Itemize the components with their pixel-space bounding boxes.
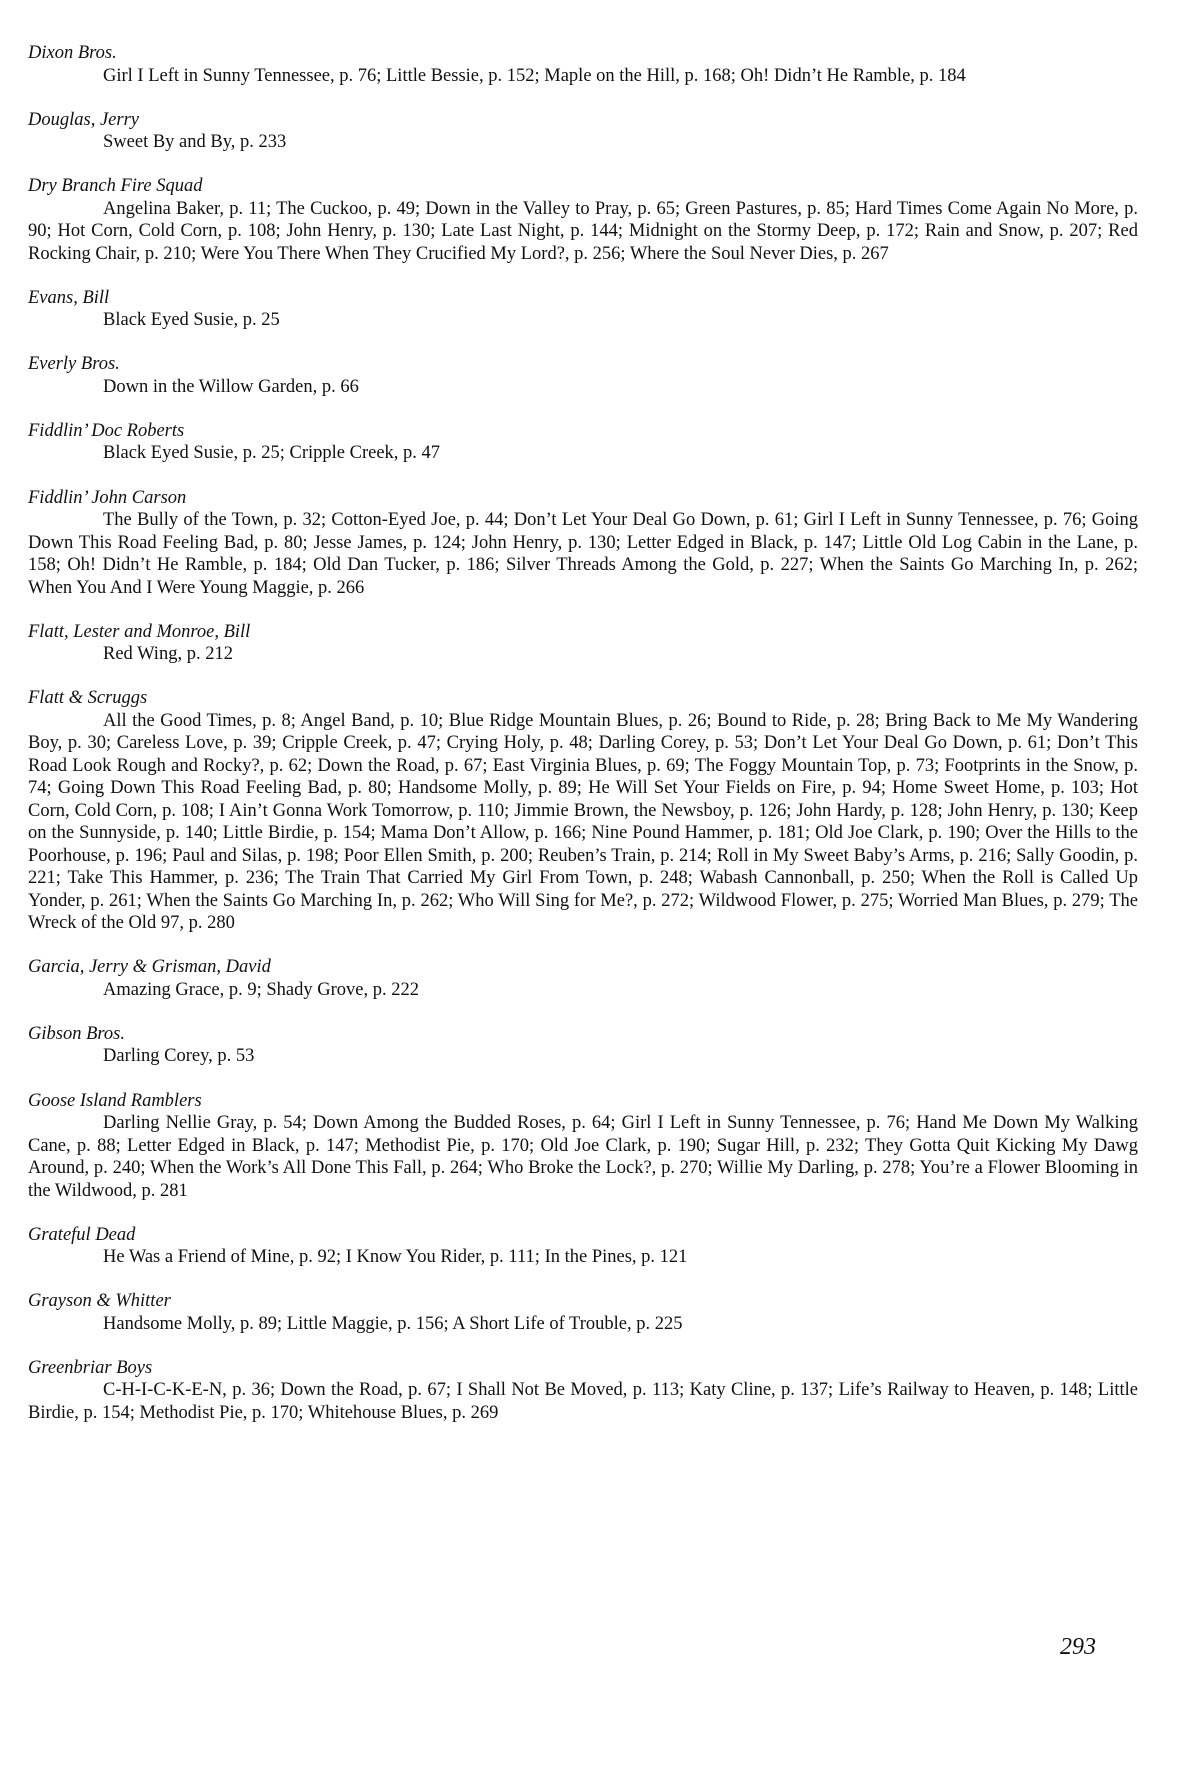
index-entry: [28, 1224, 1138, 1269]
song-list: C-H-I-C-K-E-N, p. 36; Down the Road, p. 67; I Shall Not Be Moved, p. 113; Katy Cline, p. 137; Life’s Railway to Heaven, p. 148; Little Birdie, p. 154; Methodist Pie, p. 170; Whitehouse Blues, p. 269: [28, 1380, 1138, 1423]
index-entry: [28, 420, 1138, 465]
song-list: The Bully of the Town, p. 32; Cotton-Eyed Joe, p. 44; Don’t Let Your Deal Go Down, p. 61; Girl I Left in Sunny Tennessee, p. 76; Going Down This Road Feeling Bad, p. 80; Jesse James, p. 124; John Henry, p. 130; Letter Edged in Black, p. 147; Little Old Log Cabin in the Lane, p. 158; Oh! Didn’t He Ramble, p. 184; Old Dan Tucker, p. 186; Silver Threads Among the Gold, p. 227; When the Saints Go Marching In, p. 262; When You And I Were Young Maggie, p. 266: [28, 510, 1138, 598]
song-list: He Was a Friend of Mine, p. 92; I Know You Rider, p. 111; In the Pines, p. 121: [103, 1247, 688, 1268]
index-entry: [28, 1357, 1138, 1425]
artist-name: Douglas, Jerry: [28, 109, 139, 130]
index-entry: [28, 353, 1138, 398]
index-entry: [28, 109, 1138, 154]
artist-name: Grayson & Whitter: [28, 1291, 171, 1312]
song-list: Down in the Willow Garden, p. 66: [103, 376, 359, 397]
index-entry: [28, 1023, 1138, 1068]
song-list: Black Eyed Susie, p. 25; Cripple Creek, p. 47: [103, 443, 441, 464]
artist-name: Grateful Dead: [28, 1224, 136, 1245]
artist-name: Goose Island Ramblers: [28, 1090, 202, 1111]
song-list: Sweet By and By, p. 233: [103, 132, 287, 153]
song-list: Amazing Grace, p. 9; Shady Grove, p. 222: [103, 979, 419, 1000]
artist-name: Dry Branch Fire Squad: [28, 176, 203, 197]
song-list: Darling Nellie Gray, p. 54; Down Among the Budded Roses, p. 64; Girl I Left in Sunny Tennessee, p. 76; Hand Me Down My Walking Cane, p. 88; Letter Edged in Black, p. 147; Methodist Pie, p. 170; Old Joe Clark, p. 190; Sugar Hill, p. 232; They Gotta Quit Kicking My Dawg Around, p. 240; When the Work’s All Done This Fall, p. 264; Who Broke the Lock?, p. 270; Willie My Darling, p. 278; You’re a Flower Blooming in the Wildwood, p. 281: [28, 1113, 1138, 1201]
page-number: 293: [1060, 1634, 1096, 1660]
index-page: [28, 42, 1138, 1446]
index-entry: [28, 1290, 1138, 1335]
song-list: Angelina Baker, p. 11; The Cuckoo, p. 49; Down in the Valley to Pray, p. 65; Green Pastures, p. 85; Hard Times Come Again No More, p. 90; Hot Corn, Cold Corn, p. 108; John Henry, p. 130; Late Last Night, p. 144; Midnight on the Stormy Deep, p. 172; Rain and Snow, p. 207; Red Rocking Chair, p. 210; Were You There When They Crucified My Lord?, p. 256; Where the Soul Never Dies, p. 267: [28, 198, 1138, 264]
index-entry: [28, 287, 1138, 332]
artist-name: Gibson Bros.: [28, 1023, 125, 1044]
song-list: All the Good Times, p. 8; Angel Band, p. 10; Blue Ridge Mountain Blues, p. 26; Bound to Ride, p. 28; Bring Back to Me My Wandering Boy, p. 30; Careless Love, p. 39; Cripple Creek, p. 47; Crying Holy, p. 48; Darling Corey, p. 53; Don’t Let Your Deal Go Down, p. 61; Don’t This Road Look Rough and Rocky?, p. 62; Down the Road, p. 67; East Virginia Blues, p. 69; The Foggy Mountain Top, p. 73; Footprints in the Snow, p. 74; Going Down This Road Feeling Bad, p. 80; Handsome Molly, p. 89; He Will Set Your Fields on Fire, p. 94; Home Sweet Home, p. 103; Hot Corn, Cold Corn, p. 108; I Ain’t Gonna Work Tomorrow, p. 110; Jimmie Brown, the Newsboy, p. 126; John Hardy, p. 128; John Henry, p. 130; Keep on the Sunnyside, p. 140; Little Birdie, p. 154; Mama Don’t Allow, p. 166; Nine Pound Hammer, p. 181; Old Joe Clark, p. 190; Over the Hills to the Poorhouse, p. 196; Paul and Silas, p. 198; Poor Ellen Smith, p. 200; Reuben’s Train, p. 214; Roll in My Sweet Baby’s Arms, p. 216; Sally Goodin, p. 221; Take This Hammer, p. 236; The Train That Carried My Girl From Town, p. 248; Wabash Cannonball, p. 250; When the Roll is Called Up Yonder, p. 261; When the Saints Go Marching In, p. 262; Who Will Sing for Me?, p. 272; Wildwood Flower, p. 275; Worried Man Blues, p. 279; The Wreck of the Old 97, p. 280: [28, 710, 1138, 934]
index-entry: [28, 956, 1138, 1001]
index-entry: [28, 1090, 1138, 1203]
artist-name: Flatt, Lester and Monroe, Bill: [28, 621, 251, 642]
artist-name: Fiddlin’ John Carson: [28, 487, 187, 508]
artist-name: Everly Bros.: [28, 354, 120, 375]
artist-name: Dixon Bros.: [28, 43, 117, 63]
song-list: Handsome Molly, p. 89; Little Maggie, p. 156; A Short Life of Trouble, p. 225: [103, 1313, 683, 1334]
artist-name: Greenbriar Boys: [28, 1357, 153, 1378]
index-entry: [28, 487, 1138, 600]
index-entry: [28, 687, 1138, 935]
artist-name: Flatt & Scruggs: [28, 688, 148, 709]
index-entry: [28, 621, 1138, 666]
song-list: Darling Corey, p. 53: [103, 1046, 255, 1067]
artist-name: Evans, Bill: [28, 287, 110, 308]
song-list: Black Eyed Susie, p. 25: [103, 310, 280, 331]
index-entry: [28, 42, 1138, 87]
artist-name: Fiddlin’ Doc Roberts: [28, 420, 185, 441]
song-list: Red Wing, p. 212: [103, 644, 233, 665]
index-entry: [28, 175, 1138, 265]
artist-name: Garcia, Jerry & Grisman, David: [28, 957, 271, 978]
song-list: Girl I Left in Sunny Tennessee, p. 76; Little Bessie, p. 152; Maple on the Hill, p. 168; Oh! Didn’t He Ramble, p. 184: [103, 65, 966, 86]
